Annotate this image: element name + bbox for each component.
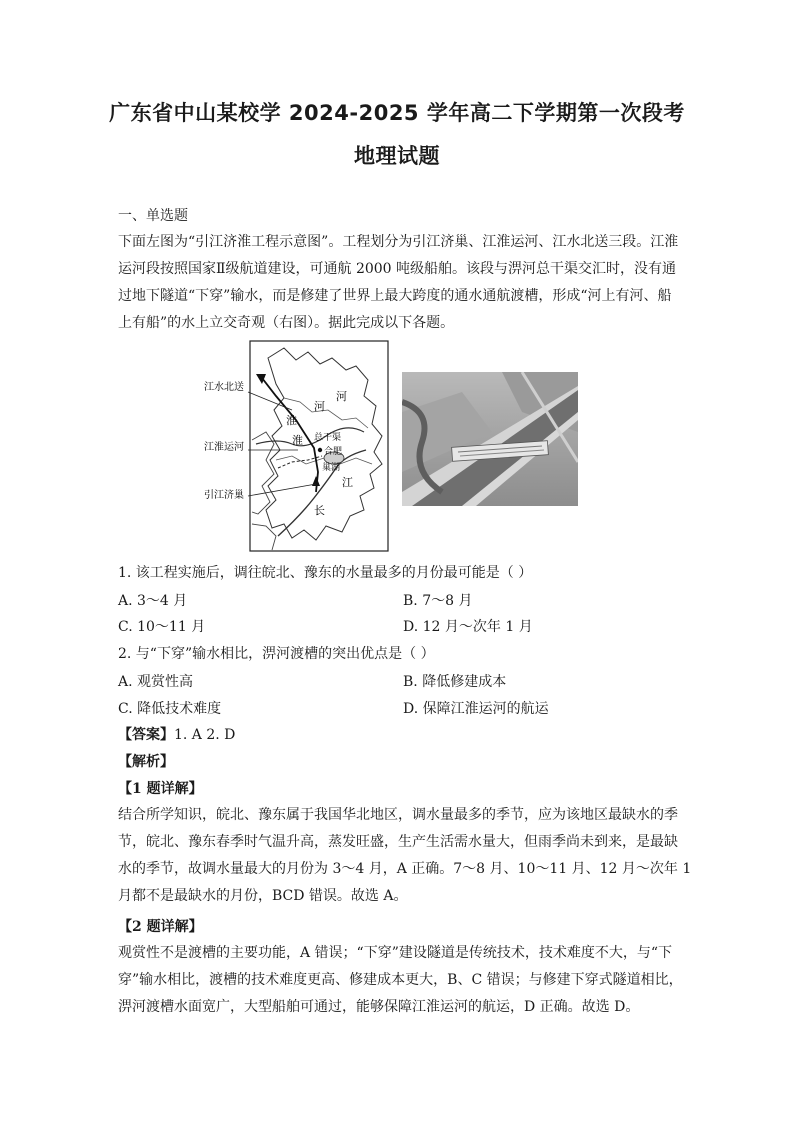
q2-option-a[interactable]: A. 观赏性高	[118, 674, 194, 690]
label-huai: 淮	[286, 414, 297, 427]
q1-option-d[interactable]: D. 12 月～次年 1 月	[403, 619, 533, 635]
label-north: 江水北送	[204, 382, 244, 393]
intro-line: 下面左图为“引江济淮工程示意图”。工程划分为引江济巢、江淮运河、江水北送三段。江淮	[118, 234, 679, 250]
detail-line: 结合所学知识，皖北、豫东属于我国华北地区，调水量最多的季节，应为该地区最缺水的季	[118, 807, 678, 823]
detail-1-text	[118, 802, 698, 910]
label-chao: 引江济巢	[204, 490, 244, 501]
page-subtitle: 地理试题	[354, 144, 440, 168]
intro-line: 过地下隧道“下穿”输水，而是修建了世界上最大跨度的通水通航渡槽，形成“河上有河、船	[118, 288, 672, 304]
q2-option-c[interactable]: C. 降低技术难度	[118, 701, 222, 717]
label-huai2: 淮	[292, 434, 303, 447]
detail-1-label: 【1 题详解】	[118, 781, 203, 797]
page-title: 广东省中山某校学 2024-2025 学年高二下学期第一次段考	[109, 101, 685, 125]
label-he-upper: 河	[336, 390, 347, 403]
label-chaohu: 巢湖	[322, 463, 341, 473]
question-2-stem: 2. 与“下穿”输水相比，淠河渡槽的突出优点是（ ）	[118, 646, 435, 662]
hefei-dot	[318, 448, 322, 452]
answer-label: 【答案】	[118, 727, 174, 743]
label-jiang: 江	[342, 476, 353, 489]
q1-option-c[interactable]: C. 10～11 月	[118, 619, 206, 635]
detail-2-label: 【2 题详解】	[118, 919, 203, 935]
analysis-label: 【解析】	[118, 754, 174, 770]
q2-option-b[interactable]: B. 降低修建成本	[403, 674, 507, 690]
detail-line: 穿”输水相比，渡槽的技术难度更高、修建成本更大，B、C 错误；与修建下穿式隧道相比，	[118, 972, 683, 988]
detail-line: 观赏性不是渡槽的主要功能，A 错误；“下穿”建设隧道是传统技术，技术难度不大，与“下	[118, 945, 673, 961]
label-canal: 江淮运河	[204, 442, 244, 453]
label-hefei: 合肥	[324, 447, 343, 457]
q1-option-a[interactable]: A. 3～4 月	[118, 593, 188, 609]
answer-value: 1. A 2. D	[174, 727, 236, 743]
aqueduct-photo	[402, 372, 578, 506]
detail-line: 月都不是最缺水的月份，BCD 错误。故选 A。	[118, 888, 408, 904]
project-map	[196, 340, 390, 552]
label-he: 河	[314, 400, 325, 413]
question-1-stem: 1. 该工程实施后，调往皖北、豫东的水量最多的月份最可能是（ ）	[118, 565, 533, 581]
detail-2-text	[118, 940, 698, 1021]
intro-line: 运河段按照国家Ⅱ级航道建设，可通航 2000 吨级船舶。该段与淠河总干渠交汇时，没有通	[118, 261, 677, 277]
detail-line: 水的季节，故调水量最大的月份为 3～4 月，A 正确。7～8 月、10～11 月、12 月～次年 1	[118, 861, 692, 877]
q2-option-d[interactable]: D. 保障江淮运河的航运	[403, 701, 549, 717]
intro-line: 上有船”的水上立交奇观（右图）。据此完成以下各题。	[118, 315, 455, 331]
answer-row	[118, 724, 235, 744]
label-bianhe: 总干渠	[314, 433, 342, 443]
label-chang: 长	[314, 504, 325, 517]
q1-option-b[interactable]: B. 7～8 月	[403, 593, 473, 609]
detail-line: 淠河渡槽水面宽广，大型船舶可通过，能够保障江淮运河的航运，D 正确。故选 D。	[118, 999, 640, 1015]
section-heading: 一、单选题	[118, 208, 188, 224]
detail-line: 节，皖北、豫东春季时气温升高，蒸发旺盛，生产生活需水量大，但雨季尚未到来，是最缺	[118, 834, 678, 850]
intro-paragraph	[118, 229, 678, 337]
